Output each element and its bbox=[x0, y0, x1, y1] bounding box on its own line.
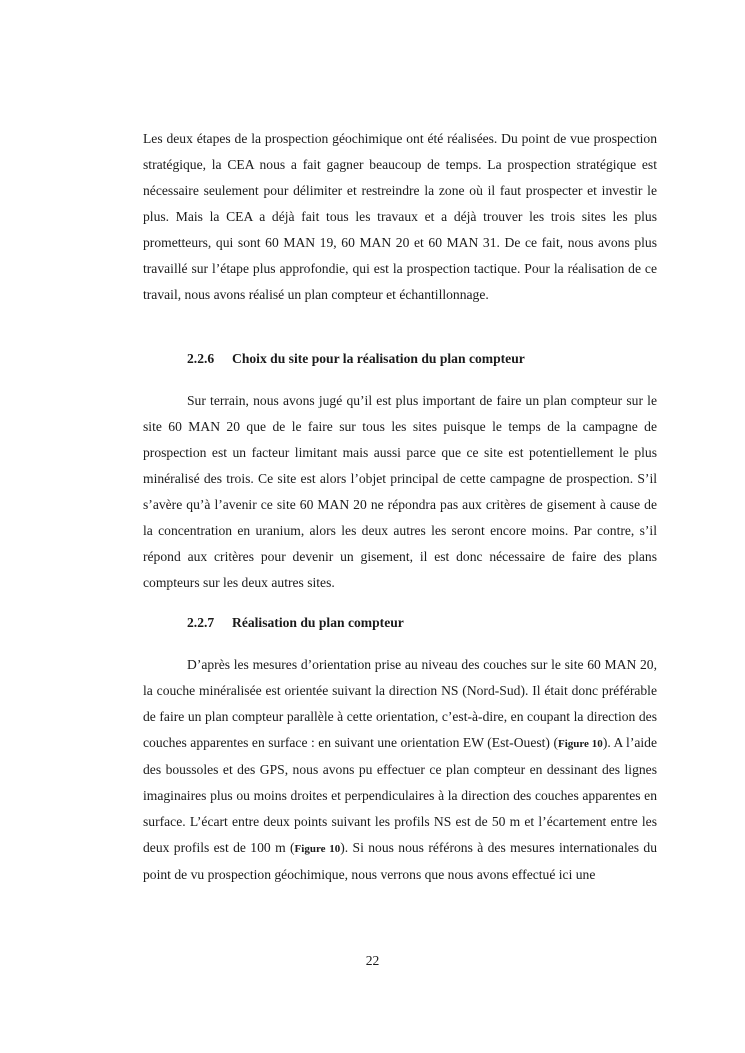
figure-reference[interactable]: Figure 10 bbox=[294, 843, 341, 855]
paragraph-plan-realisation bbox=[143, 652, 657, 888]
paragraph-3-text bbox=[143, 652, 657, 888]
paragraph-2-text: Sur terrain, nous avons jugé qu’il est plus important de faire un plan compteur sur le site 60 MAN 20 que de le faire sur tous les sites puisque le temps de la campagne de prospection est un facteur limitant mais aussi parce que ce site est potentiellement le plus minéralisé des trois. Ce site est alors l’objet principal de cette campagne de prospection. S’il s’avère qu’à l’avenir ce site 60 MAN 20 ne répondra pas aux critères de gisement à cause de la concentration en uranium, alors les deux autres les seront encore moins. Par contre, s’il répond aux critères pour devenir un gisement, il est donc nécessaire de faire des plans compteurs sur les deux autres sites. bbox=[143, 393, 657, 590]
paragraph-intro bbox=[143, 126, 657, 308]
paragraph-3-part-2: ). A l’aide des boussoles et des GPS, nous avons pu effectuer ce plan compteur en dessinant des lignes imaginaires plus ou moins droites et perpendiculaires à la direction des couches apparentes en surface. L’écart entre deux points suivant les profils NS est de 50 m et l’écartement entre les deux profils est de 100 m ( bbox=[143, 735, 658, 855]
figure-reference[interactable]: Figure 10 bbox=[557, 738, 603, 750]
section-title: Réalisation du plan compteur bbox=[232, 615, 404, 630]
paragraph-3-part-3: ). Si nous nous référons à des mesures internationales du point de vu prospection géochimique, nous verrons que nous avons effectué ici une bbox=[143, 840, 658, 882]
page-number: 22 bbox=[365, 953, 380, 968]
section-heading-2-2-7 bbox=[187, 613, 404, 633]
section-number: 2.2.6 bbox=[187, 351, 215, 366]
section-number: 2.2.7 bbox=[187, 615, 215, 630]
paragraph-3-part-1: D’après les mesures d’orientation prise au niveau des couches sur le site 60 MAN 20, la couche minéralisée est orientée suivant la direction NS (Nord-Sud). Il était donc préférable de faire un plan compteur parallèle à cette orientation, c’est-à-dire, en coupant la direction des couches apparentes en surface : en suivant une orientation EW (Est-Ouest) ( bbox=[143, 657, 657, 750]
paragraph-site-choice bbox=[143, 388, 657, 596]
paragraph-1-text: Les deux étapes de la prospection géochimique ont été réalisées. Du point de vue prospection stratégique, la CEA nous a fait gagner beaucoup de temps. La prospection stratégique est nécessaire seulement pour délimiter et restreindre la zone où il faut prospecter et investir le plus. Mais la CEA a déjà fait tous les travaux et a déjà trouver les trois sites les plus prometteurs, qui sont 60 MAN 19, 60 MAN 20 et 60 MAN 31. De ce fait, nous avons plus travaillé sur l’étape plus approfondie, qui est la prospection tactique. Pour la réalisation de ce travail, nous avons réalisé un plan compteur et échantillonnage. bbox=[143, 131, 657, 302]
section-heading-2-2-6 bbox=[187, 349, 525, 369]
section-title: Choix du site pour la réalisation du plan compteur bbox=[232, 351, 525, 366]
